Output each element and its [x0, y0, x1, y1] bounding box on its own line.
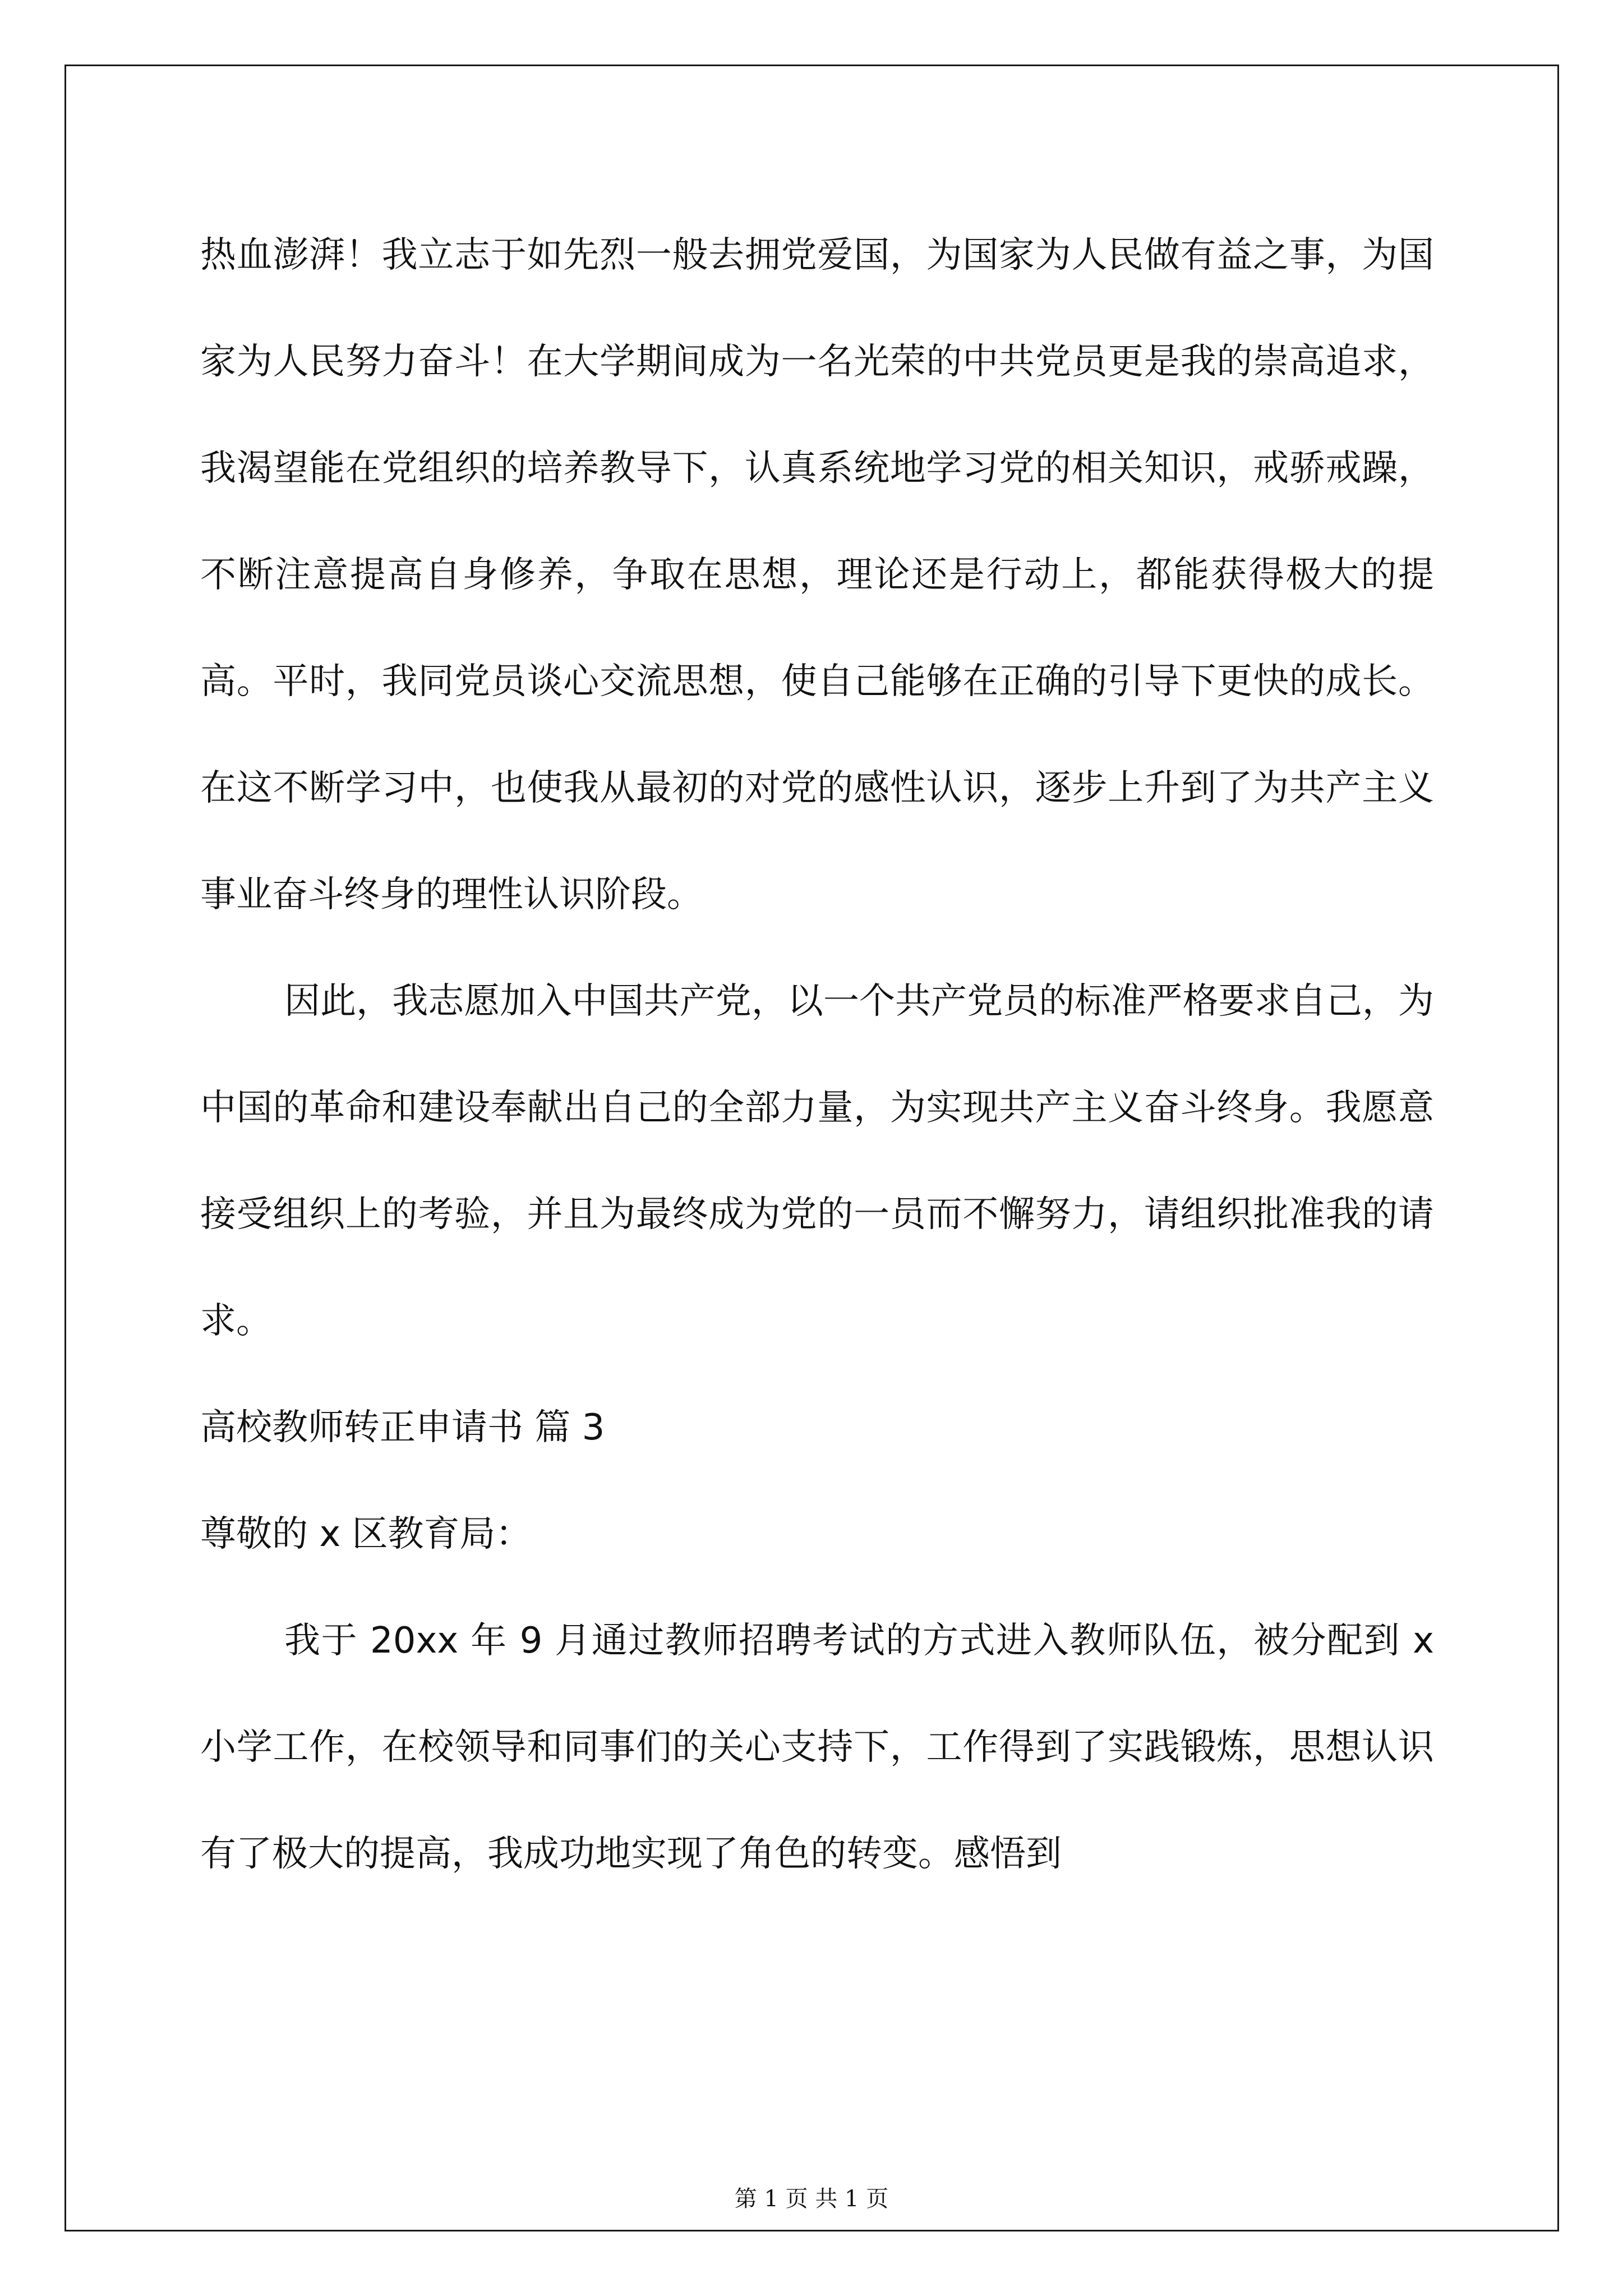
- paragraph-2: 因此，我志愿加入中国共产党，以一个共产党员的标准严格要求自己，为中国的革命和建设奉献出自己的全部力量，为实现共产主义奋斗终身。我愿意接受组织上的考验，并且为最终成为党的一员而不懈努力，请组织批准我的请求。: [200, 981, 1434, 1342]
- document-body: [200, 202, 1434, 1907]
- paragraph-1: 热血澎湃！我立志于如先烈一般去拥党爱国，为国家为人民做有益之事，为国家为人民努力奋斗！在大学期间成为一名光荣的中共党员更是我的崇高追求，我渴望能在党组织的培养教导下，认真系统地学习党的相关知识，戒骄戒躁，不断注意提高自身修养，争取在思想，理论还是行动上，都能获得极大的提高。平时，我同党员谈心交流思想，使自己能够在正确的引导下更快的成长。在这不断学习中，也使我从最初的对党的感性认识，逐步上升到了为共产主义事业奋斗终身的理性认识阶段。: [200, 234, 1434, 915]
- page-footer: 第 1 页 共 1 页: [734, 2186, 889, 2212]
- salutation: 尊敬的 x 区教育局：: [200, 1513, 532, 1555]
- section-heading: 高校教师转正申请书 篇 3: [200, 1407, 605, 1448]
- paragraph-3: 我于 20xx 年 9 月通过教师招聘考试的方式进入教师队伍，被分配到 x 小学工作，在校领导和同事们的关心支持下，工作得到了实践锻炼，思想认识有了极大的提高，我成功地实现了角色的转变。感悟到: [200, 1620, 1434, 1875]
